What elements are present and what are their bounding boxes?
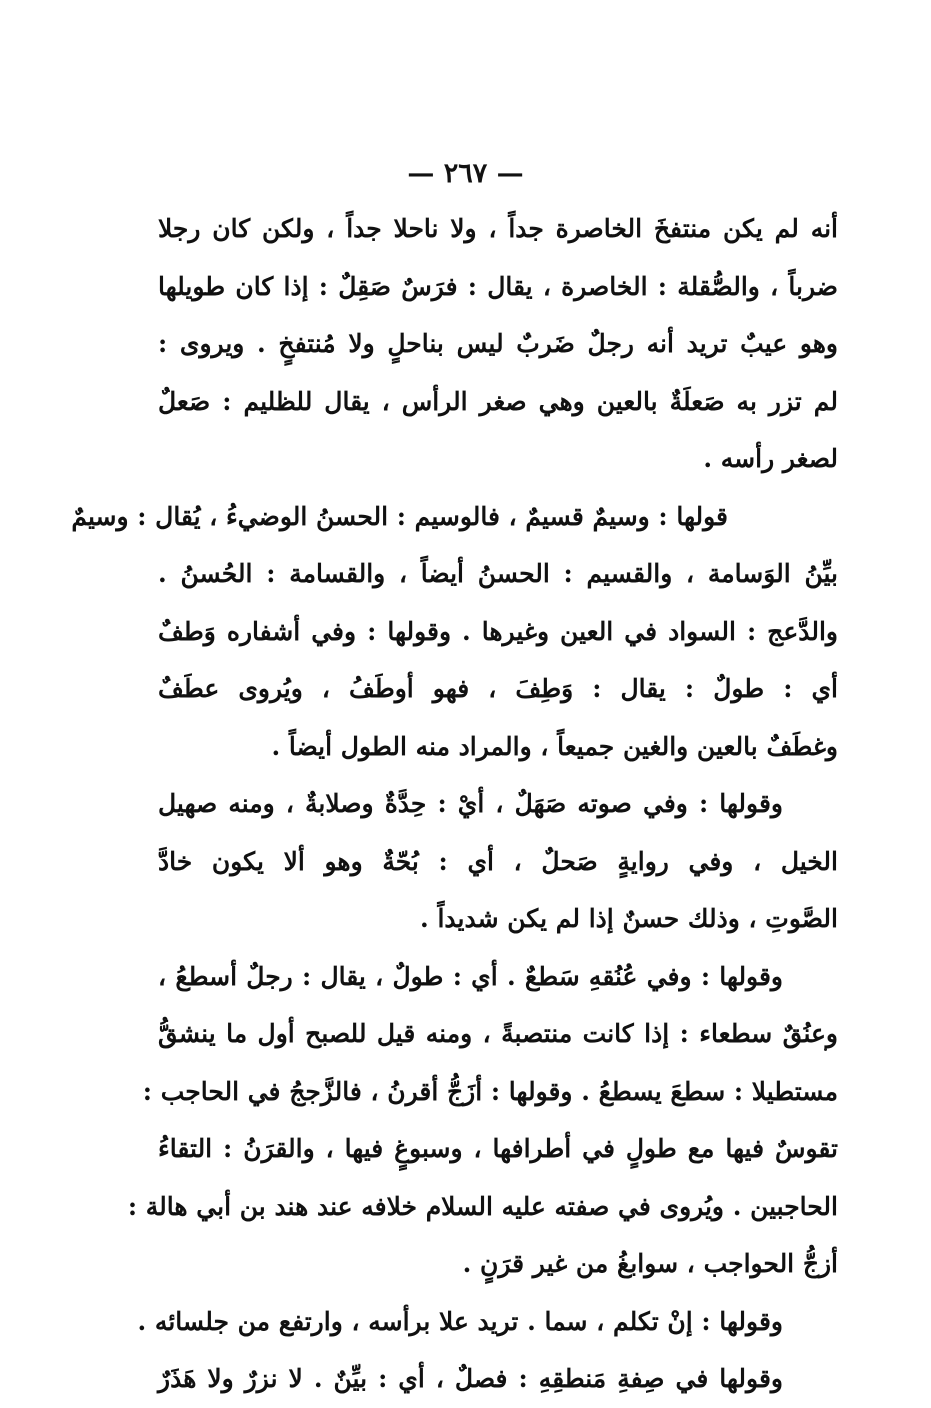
text-line: أنه لم يكن منتفخَ الخاصرة جداً ، ولا ناحلا جداً ، ولكن كان رجلا	[158, 214, 838, 243]
margin-mark	[824, 1048, 827, 1051]
text-line: وقولها : وفي صوته صَهَلٌ ، أيْ : حِدَّةٌ وصلابةٌ ، ومنه صهيل	[158, 789, 783, 818]
text-line: وغطَفٌ بالعين والغين جميعاً ، والمراد منه الطول أيضاً .	[271, 731, 838, 761]
paragraph-1	[158, 200, 838, 488]
text-line: وقولها في صِفةِ مَنطقِهِ : فصلٌ ، أي : بيِّنٌ . لا نزرٌ ولا هَذَرٌ	[158, 1364, 783, 1393]
paragraph-2	[71, 488, 838, 776]
text-line: وقولها : وفي عُنُقهِ سَطعٌ . أي : طولٌ ، يقال : رجلٌ أسطعُ ،	[158, 961, 783, 991]
body-text	[71, 200, 838, 1408]
text-line: وقولها : إنْ تكلم ، سما . تريد علا برأسه ، وارتفع من جلسائه .	[137, 1306, 783, 1336]
text-line: الخيل ، وفي روايةٍ صَحلٌ ، أي : بُحّةٌ وهو ألا يكون خادَّ	[158, 846, 838, 876]
page-number: — ٢٦٧ —	[407, 158, 524, 189]
paragraph-5	[137, 1293, 838, 1408]
text-line: الصَّوتِ ، وذلك حسنٌ إذا لم يكن شديداً .	[420, 904, 838, 933]
text-line: وعنُقٌ سطعاء : إذا كانت منتصبةً ، ومنه قيل للصبح أول ما ينشقُّ	[158, 1019, 838, 1048]
text-line: تقوسٌ فيها مع طولٍ في أطرافها ، وسبوغٍ فيها ، والقرَنُ : التقاءُ	[158, 1134, 838, 1163]
text-line: بيِّنُ الوَسامة ، والقسيم : الحسنُ أيضاً ، والقسامة : الحُسنُ .	[158, 559, 838, 588]
text-line: مستطيلا : سطعَ يسطعُ . وقولها : أزَجُّ أقرنُ ، فالزَّججُ في الحاجب :	[142, 1076, 838, 1106]
text-line: والدَّعج : السواد في العين وغيرها . وقولها : وفي أشفاره وَطفٌ	[158, 616, 838, 646]
text-line: قولها : وسيمٌ قسيمٌ ، فالوسيم : الحسنُ الوضيءُ ، يُقال : وسيمٌ	[71, 501, 728, 531]
text-line: ضرباً ، والصُّقلة : الخاصرة ، يقال : فرَسٌ صَقِلٌ : إذا كان طويلها	[158, 271, 838, 301]
paragraph-4	[127, 948, 838, 1293]
paragraph-3	[158, 775, 838, 948]
text-line: الحاجبين . ويُروى في صفته عليه السلام خلافه عند هند بن أبي هالة :	[127, 1191, 838, 1221]
text-line: لصغر رأسه .	[703, 444, 838, 473]
text-line: أي : طولٌ : يقال : وَطِفَ ، فهو أوطَفُ ، ويُروى عطَفٌ	[158, 674, 838, 703]
text-line: لم تزر به صَعلَةٌ بالعين وهي صغر الرأس ، يقال للظليم : صَعلٌ	[158, 386, 838, 416]
text-line: وهو عيبٌ تريد أنه رجلٌ ضَربٌ ليس بناحلٍ ولا مُنتفخٍ . ويروى :	[158, 329, 838, 358]
text-line: أزجُّ الحواجب ، سوابغُ من غير قرَنٍ .	[462, 1249, 838, 1278]
